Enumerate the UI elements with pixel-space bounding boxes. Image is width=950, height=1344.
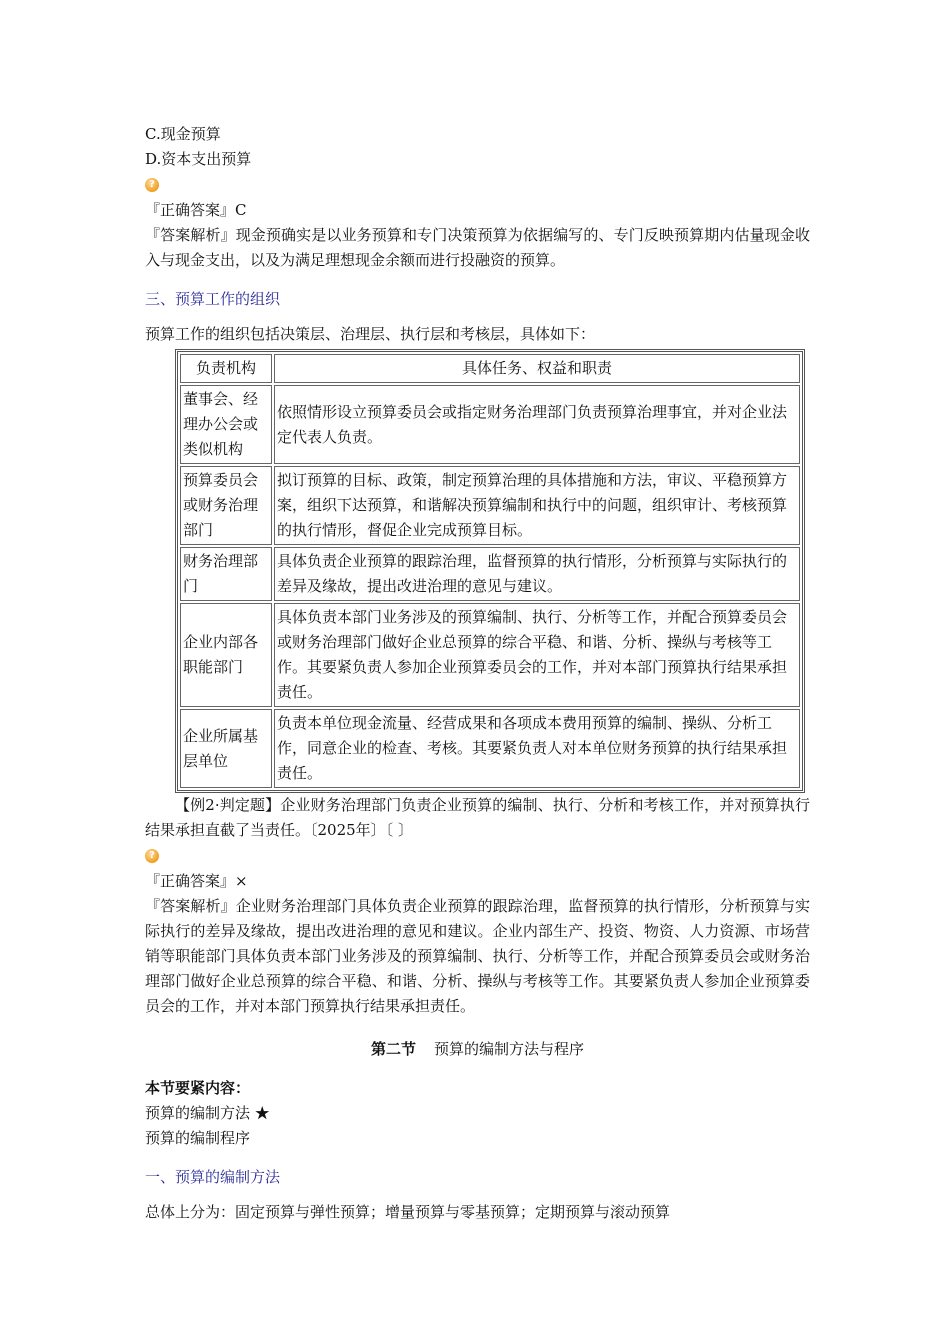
question-hint-icon[interactable]: ?	[145, 178, 159, 192]
table-cell-duty: 具体负责企业预算的跟踪治理，监督预算的执行情形，分析预算与实际执行的差异及缘故，提出改进治理的意见与建议。	[274, 547, 800, 601]
section-heading-methods: 一、预算的编制方法	[145, 1168, 281, 1186]
table-cell-org: 预算委员会或财务治理部门	[180, 466, 272, 545]
organization-table	[175, 349, 805, 793]
question-hint-icon[interactable]: ?	[145, 849, 159, 863]
example-2	[145, 793, 810, 843]
table-cell-org: 企业内部各职能部门	[180, 603, 272, 707]
table-row	[180, 547, 800, 601]
table-cell-duty: 依照情形设立预算委员会或指定财务治理部门负责预算治理事宜，并对企业法定代表人负责。	[274, 385, 800, 464]
section-intro: 预算工作的组织包括决策层、治理层、执行层和考核层，具体如下：	[145, 325, 596, 343]
table-row	[180, 603, 800, 707]
table-row	[180, 709, 800, 788]
table-cell-org: 财务治理部门	[180, 547, 272, 601]
document-body	[145, 122, 810, 1225]
table-header-row	[180, 354, 800, 383]
table-cell-duty: 负责本单位现金流量、经营成果和各项成本费用预算的编制、操纵、分析工作，同意企业的检查、考核。其要紧负责人对本单位财务预算的执行结果承担责任。	[274, 709, 800, 788]
option-d: D.资本支出预算	[145, 150, 252, 168]
table-cell-duty: 具体负责本部门业务涉及的预算编制、执行、分析等工作，并配合预算委员会或财务治理部门做好企业总预算的综合平稳、和谐、分析、操纵与考核等工作。其要紧负责人参加企业预算委员会的工作，并对本部门预算执行结果承担责任。	[274, 603, 800, 707]
answer-analysis: 『答案解析』现金预确实是以业务预算和专门决策预算为依据编写的、专门反映预算期内估量现金收入与现金支出，以及为满足理想现金余额而进行投融资的预算。	[145, 226, 810, 269]
section-title	[145, 1037, 810, 1062]
key-content-label: 本节要紧内容：	[145, 1079, 251, 1097]
table-row	[180, 385, 800, 464]
section-number: 第二节	[370, 1040, 416, 1058]
option-c: C.现金预算	[145, 125, 221, 143]
methods-summary: 总体上分为：固定预算与弹性预算；增量预算与零基预算；定期预算与滚动预算	[145, 1203, 671, 1221]
key-content-item: 预算的编制方法 ★	[145, 1104, 270, 1122]
section-heading-organization: 三、预算工作的组织	[145, 290, 281, 308]
key-content-item: 预算的编制程序	[145, 1129, 251, 1147]
table-cell-duty: 拟订预算的目标、政策，制定预算治理的具体措施和方法，审议、平稳预算方案，组织下达预算，和谐解决预算编制和执行中的问题，组织审计、考核预算的执行情形，督促企业完成预算目标。	[274, 466, 800, 545]
table-header-org: 负责机构	[180, 354, 272, 383]
correct-answer: 『正确答案』C	[145, 201, 247, 219]
table-header-duty: 具体任务、权益和职责	[274, 354, 800, 383]
table-cell-org: 董事会、经理办公会或类似机构	[180, 385, 272, 464]
example-2-text: 企业财务治理部门负责企业预算的编制、执行、分析和考核工作，并对预算执行结果承担直截了当责任。〔2025年〕〔 〕	[145, 796, 810, 839]
answer-analysis: 『答案解析』企业财务治理部门具体负责企业预算的跟踪治理，监督预算的执行情形，分析预算与实际执行的差异及缘故，提出改进治理的意见和建议。企业内部生产、投资、物资、人力资源、市场营销等职能部门具体负责本部门业务涉及的预算编制、执行、分析等工作，并配合预算委员会或财务治理部门做好企业总预算的综合平稳、和谐、分析、操纵与考核等工作。其要紧负责人参加企业预算委员会的工作，并对本部门预算执行结果承担责任。	[145, 897, 810, 1015]
table-cell-org: 企业所属基层单位	[180, 709, 272, 788]
table-row	[180, 466, 800, 545]
section-title-text: 预算的编制方法与程序	[434, 1040, 585, 1058]
example-2-label: 【例2·判定题】	[175, 796, 281, 814]
correct-answer: 『正确答案』×	[145, 872, 248, 890]
